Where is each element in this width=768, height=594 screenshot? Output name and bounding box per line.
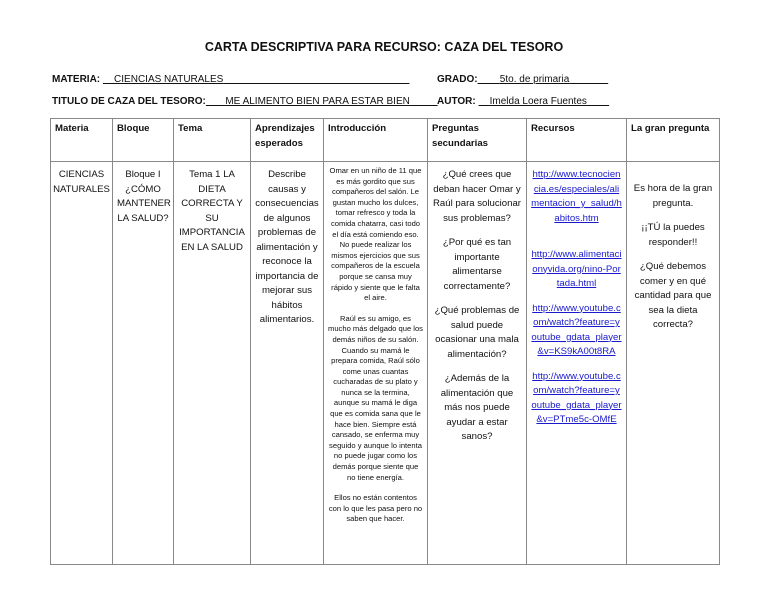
- gran-pregunta-text: Es hora de la gran pregunta.: [633, 183, 713, 209]
- materia-field: [52, 74, 410, 85]
- autor-field: [437, 96, 609, 107]
- autor-value: Imelda Loera Fuentes: [489, 96, 587, 107]
- cell-bloque: Bloque I ¿CÓMO MANTENER LA SALUD?: [113, 162, 174, 565]
- intro-paragraph: Ellos no están contentos con lo que les pasa pero no saben que hacer.: [328, 493, 423, 524]
- resource-link[interactable]: http://www.tecnociencia.es/especiales/alimentacion_y_salud/habitos.htm: [531, 169, 622, 224]
- resource-link[interactable]: http://www.youtube.com/watch?feature=youtube_gdata_player&v=PTme5c-OMfE: [531, 370, 622, 425]
- cell-preguntas: [428, 162, 527, 565]
- cell-gran-pregunta: [627, 162, 720, 565]
- gran-pregunta-text: ¿Qué debemos comer y en qué cantidad para que sea la dieta correcta?: [634, 261, 712, 330]
- lesson-table: [50, 118, 720, 565]
- header-aprendizajes: Aprendizajes esperados: [251, 119, 324, 162]
- cell-materia: CIENCIAS NATURALES: [51, 162, 113, 565]
- titulo-value: ME ALIMENTO BIEN PARA ESTAR BIEN: [225, 96, 410, 107]
- autor-label: AUTOR:: [437, 96, 476, 107]
- intro-paragraph: Raúl es su amigo, es mucho más delgado que los demás niños de su salón. Cuando su mamá le prepara comida, Raúl sólo come unas cuantas cucharadas de su plato y nunca se la termina, aunque su mamá le diga que es comida sana que le hace bien. Siempre está cansado, se enferma muy seguido y aunque lo intenta no puede jugar como los demás porque siente que no tiene energía.: [328, 313, 423, 482]
- grado-value: 5to. de primaria: [499, 74, 570, 85]
- cell-introduccion: [324, 162, 428, 565]
- grado-field: [437, 74, 608, 85]
- question: ¿Qué problemas de salud puede ocasionar una mala alimentación?: [434, 305, 520, 360]
- header-introduccion: Introducción: [324, 119, 428, 162]
- materia-label: MATERIA:: [52, 74, 101, 85]
- grado-label: GRADO:: [437, 74, 478, 85]
- question: ¿Además de la alimentación que más nos puede ayudar a estar sanos?: [440, 373, 514, 442]
- materia-value: CIENCIAS NATURALES: [114, 74, 224, 85]
- cell-recursos: [527, 162, 627, 565]
- question: ¿Qué crees que deban hacer Omar y Raúl para solucionar sus problemas?: [433, 169, 521, 224]
- document-title: CARTA DESCRIPTIVA PARA RECURSO: CAZA DEL TESORO: [204, 40, 564, 54]
- titulo-field: [52, 96, 438, 107]
- table-header-row: [51, 119, 720, 162]
- header-bloque: Bloque: [113, 119, 174, 162]
- header-preguntas: Preguntas secundarias: [428, 119, 527, 162]
- cell-aprendizajes: Describe causas y consecuencias de algunos problemas de alimentación y reconoce la importancia de mejorar sus hábitos alimentarios.: [251, 162, 324, 565]
- header-recursos: Recursos: [527, 119, 627, 162]
- question: ¿Por qué es tan importante alimentarse correctamente?: [442, 237, 512, 292]
- header-gran-pregunta: La gran pregunta: [627, 119, 720, 162]
- header-materia: Materia: [51, 119, 113, 162]
- titulo-label: TITULO DE CAZA DEL TESORO:: [52, 96, 206, 107]
- table-row: [51, 162, 720, 565]
- resource-link[interactable]: http://www.youtube.com/watch?feature=youtube_gdata_player&v=KS9kA00t8RA: [531, 302, 622, 357]
- cell-tema: Tema 1 LA DIETA CORRECTA Y SU IMPORTANCIA EN LA SALUD: [174, 162, 251, 565]
- resource-link[interactable]: http://www.alimentacionyvida.org/nino-Portada.html: [531, 249, 622, 289]
- gran-pregunta-text: ¡¡TÚ la puedes responder!!: [641, 222, 705, 248]
- intro-paragraph: Omar en un niño de 11 que es más gordito que sus compañeros del salón. Le gustan mucho los dulces, tomar refresco y toda la comida chatarra, casi todo el día está comiendo eso. No puede realizar los mismos ejercicios que sus compañeros de la escuela porque se cansa muy rápido y siente que le falta el aire.: [329, 166, 422, 303]
- header-tema: Tema: [174, 119, 251, 162]
